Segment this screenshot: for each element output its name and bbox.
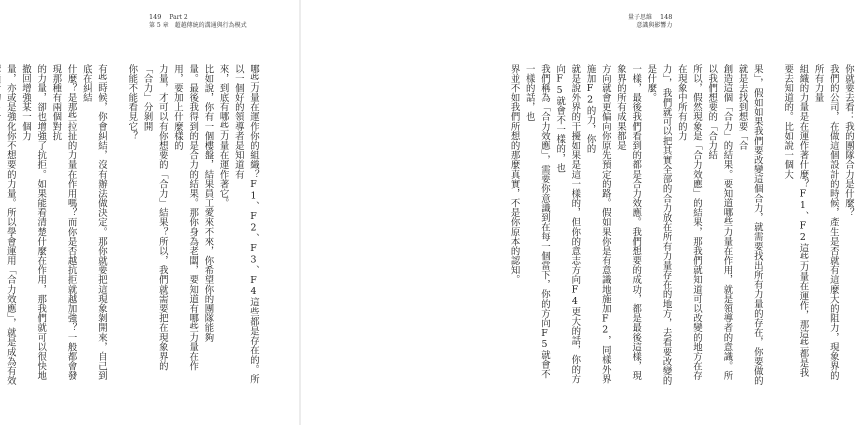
right-text-line: 我們稱為「合力效應」，需要你意識到在每一個當下，你的方向F5就會不一樣的話，也 [523,64,550,379]
right-text-line: 就是說外界的干擾如果是這一樣的，但你的意志方向F4更大的話，你的方向F5就會不一樣的，也 [554,64,581,384]
left-text-line: 的力量，卻也增強了抗拒。如果能看清楚什麼在作用，那我們就可以很快地撤回增強某一個力 [19,64,47,381]
right-text-line: 所以，假然現象是「合力效應」的結果，那我們就知道可以改變的地方在存在現象中所有的力 [675,64,702,381]
left-text-line: 比如說，你有一個樓盤，結果員工愛來不來，你希望你的團隊能夠 [202,64,214,343]
left-text-line: 量，亦或是強化你不想要的力量。所以學會運用「合力效應」，就是成為有效 [4,64,16,386]
left-text-line [109,64,124,386]
right-text-line: 創造這個「合力」的結果。要知道哪些力量在作用，就是領導者的意識。所以我們想要的「合力結 [706,64,733,381]
left-text-line: 來，到底有哪些力量在運作著它。 [217,64,229,208]
right-text-line: 力」，我們就可以把其實全部的合力放在所有力量存在的地方，去看要改變的是什麼。 [645,64,672,386]
right-body-text [508,64,856,386]
right-running-head [628,14,672,29]
right-text-line [765,64,780,386]
right-text-line: 一樣，最後我們看到的都是合力效應。我們想要的成功，都是最後這樣，現象界的所有成果都是 [614,64,642,381]
left-running-head [149,14,247,29]
left-page-number: 149 [149,13,162,21]
right-text-line: 你就要去看：我的團隊合力是什麼？ [843,64,854,218]
right-text-line: 界並不如我們所想的那麼真實，不是你原本的認知。 [508,64,520,285]
left-text-line: 有些時候，你會糾結，沒有辦法做決定。那你就要把這現象剝開來，自己到底在糾結 [80,64,107,381]
right-text-line: 方向就會更偏向你原先預定的路。假如果你是有意識地施加F2，同樣外界施加F2的力，你的 [584,64,611,384]
right-page-number: 148 [659,13,673,21]
right-text-line: 組織的力量是在運作著什麼？F1、F2這些力量在運作，那這些都是我要去知道的。比如說一個大 [782,64,809,378]
left-body-text [4,64,261,386]
left-text-line: 力量，才可以有你想要的「合力」結果？所以，我們就需要把在現象界的「合力」分剝開 [141,64,168,371]
left-part-label: Part 2 [169,14,188,21]
left-page [0,0,300,425]
right-subtitle: 意識與影響力 [636,21,673,29]
left-chapter-title: 第 5 章 超越傳統的溝通與行為模式 [149,21,247,29]
right-book-title: 量子思維 [628,14,653,21]
right-text-line: 果」，假如如果我們要改變這個合力，就需要找出所有力量的存在，你要做的就是去找到想要「合 [736,64,763,386]
left-text-line: 哪些力量在運作你的組織？F1、F2、F3、F4這些都是存在的。所以一個好的領導者是知道有 [232,64,259,384]
left-text-line: 什麼？是那些拉扯的力量在作用嗎？而你是否越抗拒就越加強？一般都會發現那種有兩個對抗 [50,64,77,381]
right-text-line: 我們的公司，在做這個設計的時候，產生是否就有這麼大的阻力，現象界的所有力量 [812,64,839,381]
left-text-line: 量。最後我得到的是合力的結果。那你身為老闆，要知道有哪些力量在作用，要加上什麼樣的 [171,64,199,371]
left-text-line: 你能不能看見它？ [126,64,138,141]
right-page [300,0,854,425]
